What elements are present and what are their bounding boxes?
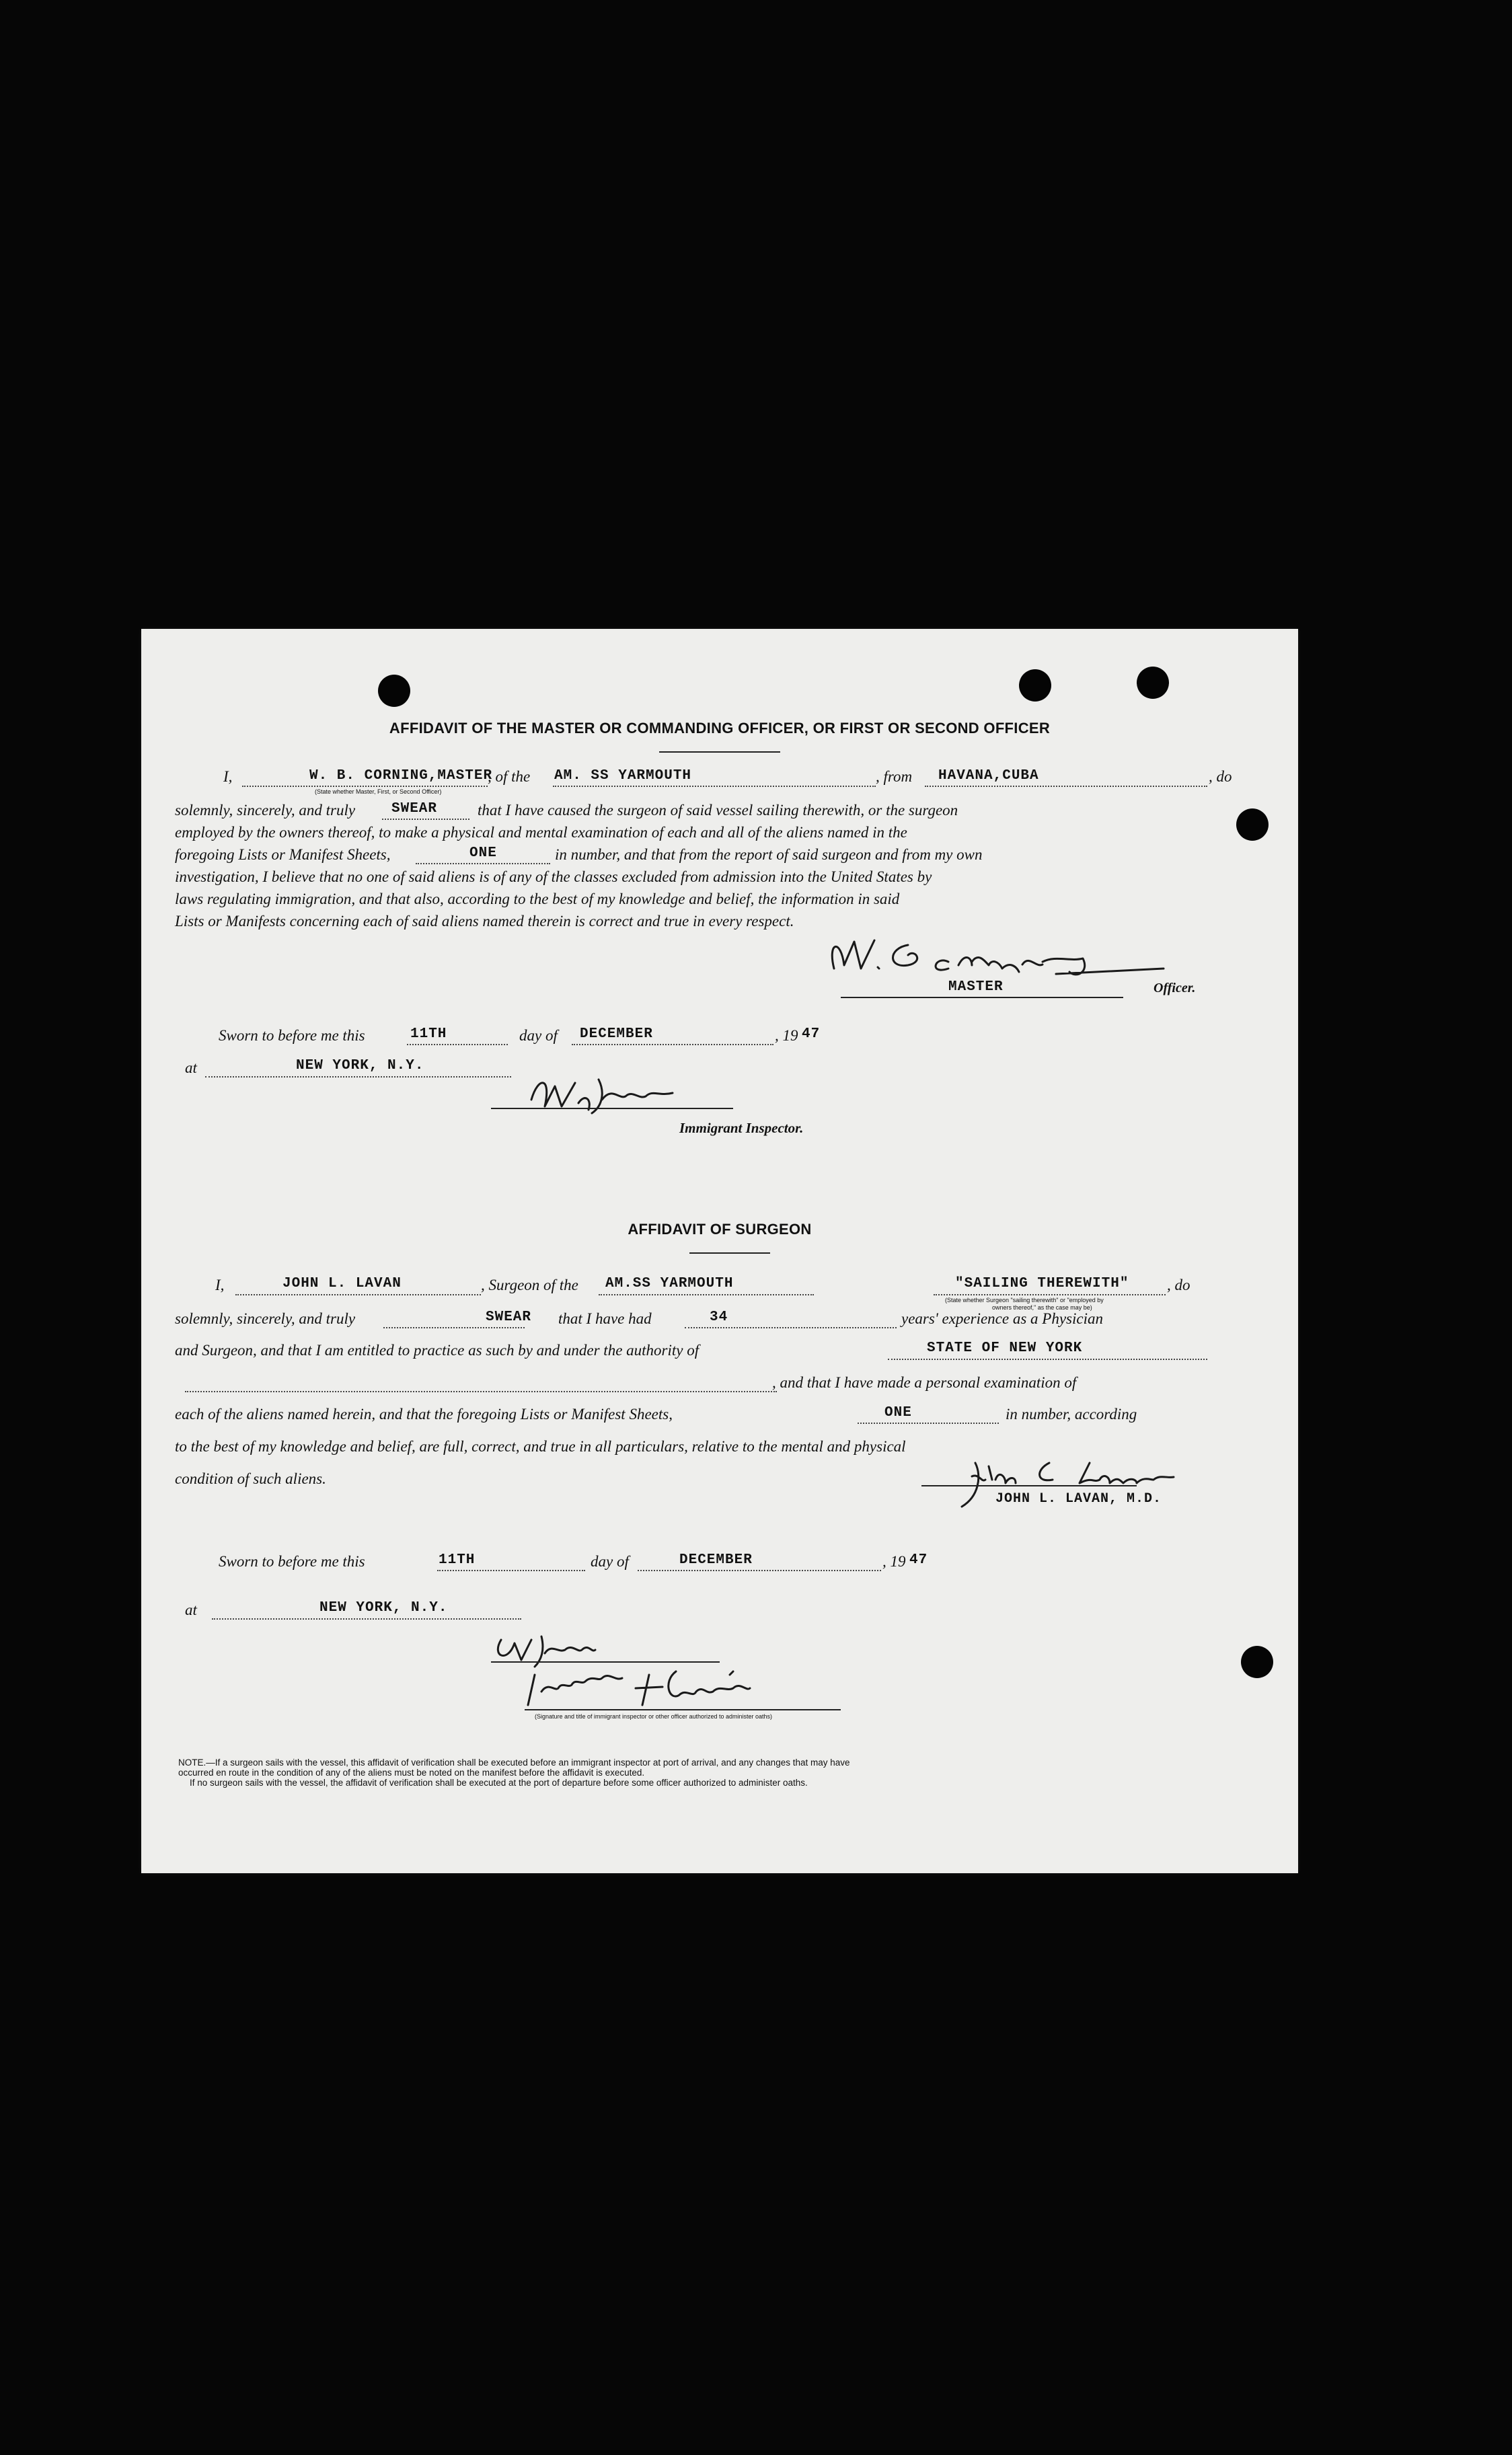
sworn-prefix: Sworn to before me this	[219, 1027, 365, 1044]
surgeon-of-the-label: , Surgeon of the	[481, 1277, 578, 1293]
swear-line	[383, 1327, 525, 1328]
text-line-2: employed by the owners thereof, to make a physical and mental examination of each and all of the aliens named in the	[175, 824, 907, 841]
authority-line	[888, 1359, 1207, 1360]
inspector-signature-line-2	[525, 1709, 841, 1710]
footnote-line-3: If no surgeon sails with the vessel, the affidavit of verification shall be executed at the port of departure before some officer authorized to administer oaths.	[190, 1778, 808, 1788]
sheets-line	[416, 863, 550, 864]
of-the-label: , of the	[488, 768, 531, 785]
officer-name: W. B. CORNING,MASTER	[309, 768, 493, 784]
practice-authority: STATE OF NEW YORK	[927, 1340, 1083, 1356]
do-label: , do	[1209, 768, 1232, 785]
title-underline	[659, 751, 780, 753]
surgeon-affidavit-title: AFFIDAVIT OF SURGEON	[628, 1221, 812, 1238]
day-line	[437, 1570, 585, 1571]
sailing-hint: (State whether Surgeon "sailing therewith" or "employed by	[945, 1297, 1104, 1304]
oath-verb: SWEAR	[486, 1310, 532, 1325]
swear-line	[382, 819, 469, 820]
authority-text: and Surgeon, and that I am entitled to practice as such by and under the authority of	[175, 1342, 700, 1359]
sheets-suffix: in number, according	[1006, 1406, 1137, 1423]
text-line-1: that I have caused the surgeon of said vessel sailing therewith, or the surgeon	[478, 802, 958, 819]
years-line	[685, 1327, 897, 1328]
sworn-prefix: Sworn to before me this	[219, 1553, 365, 1570]
departure-port: HAVANA,CUBA	[938, 768, 1039, 784]
pronoun: I,	[215, 1277, 225, 1293]
punch-hole	[1236, 808, 1269, 841]
affidavit-page	[141, 629, 1298, 1873]
inspector-signature-line-1	[491, 1661, 720, 1663]
at-label: at	[185, 1059, 197, 1076]
text-line-3a: foregoing Lists or Manifest Sheets,	[175, 846, 391, 863]
belief-text: to the best of my knowledge and belief, are full, correct, and true in all particulars, relative to the mental and physical	[175, 1438, 906, 1455]
years-experience: 34	[710, 1310, 728, 1325]
inspector-label: Immigrant Inspector.	[679, 1120, 804, 1136]
sailing-line	[934, 1294, 1166, 1295]
examination-text: , and that I have made a personal examination of	[772, 1374, 1077, 1391]
punch-hole	[378, 675, 410, 707]
sworn-place: NEW YORK, N.Y.	[319, 1600, 448, 1616]
vessel-line	[599, 1294, 814, 1295]
inspector-title-handwritten	[515, 1668, 824, 1715]
punch-hole	[1241, 1646, 1273, 1678]
signer-role: MASTER	[948, 979, 1004, 995]
sworn-day: 11TH	[439, 1552, 476, 1568]
day-of-label: day of	[519, 1027, 558, 1044]
solemnly-text: solemnly, sincerely, and truly	[175, 1310, 356, 1327]
sheets-line	[858, 1423, 999, 1424]
officer-name-line	[242, 786, 488, 787]
vessel-line	[553, 786, 876, 787]
vessel-name: AM. SS YARMOUTH	[554, 768, 692, 784]
text-line-5: laws regulating immigration, and that also, according to the best of my knowledge and belief, the information in said	[175, 891, 900, 907]
surgeon-typed-name: JOHN L. LAVAN, M.D.	[995, 1491, 1162, 1507]
year-prefix: , 19	[882, 1553, 906, 1570]
text-line-3b: in number, and that from the report of said surgeon and from my own	[555, 846, 983, 863]
title-underline	[689, 1252, 770, 1254]
punch-hole	[1137, 667, 1169, 699]
have-had-label: that I have had	[558, 1310, 652, 1327]
sailing-hint: owners thereof," as the case may be)	[992, 1304, 1092, 1311]
day-line	[407, 1044, 508, 1045]
officer-suffix: Officer.	[1154, 981, 1196, 995]
day-of-label: day of	[591, 1553, 629, 1570]
do-label: , do	[1167, 1277, 1190, 1293]
month-line	[572, 1044, 773, 1045]
port-line	[925, 786, 1207, 787]
solemnly-text: solemnly, sincerely, and truly	[175, 802, 356, 819]
year-prefix: , 19	[775, 1027, 798, 1044]
sworn-month: DECEMBER	[580, 1026, 653, 1042]
master-signature	[814, 935, 1177, 982]
authority-continuation-line	[185, 1391, 777, 1392]
manifest-sheets: ONE	[884, 1405, 912, 1421]
text-line-6: Lists or Manifests concerning each of said aliens named therein is correct and true in every respect.	[175, 913, 794, 930]
officer-hint: (State whether Master, First, or Second Officer)	[315, 788, 442, 795]
surgeon-status: "SAILING THEREWITH"	[955, 1276, 1129, 1291]
vessel-name: AM.SS YARMOUTH	[605, 1276, 734, 1291]
oath-verb: SWEAR	[391, 801, 438, 817]
footnote-line-1: NOTE.—If a surgeon sails with the vessel, this affidavit of verification shall be executed before an immigrant inspector at port of arrival, and any changes that may have	[178, 1758, 850, 1768]
inspector-signature	[488, 1630, 669, 1670]
sworn-year: 47	[802, 1026, 821, 1042]
sworn-year: 47	[909, 1552, 928, 1568]
years-text: years' experience as a Physician	[901, 1310, 1103, 1327]
pronoun: I,	[223, 768, 233, 785]
signature-caption: (Signature and title of immigrant inspector or other officer authorized to administer oaths)	[535, 1713, 773, 1720]
month-line	[638, 1570, 881, 1571]
place-line	[205, 1076, 511, 1078]
surgeon-name-line	[235, 1294, 481, 1295]
at-label: at	[185, 1601, 197, 1618]
footnote-line-2: occurred en route in the condition of any of the aliens must be noted on the manifest before the affidavit is executed.	[178, 1768, 645, 1778]
sheets-text: each of the aliens named herein, and that the foregoing Lists or Manifest Sheets,	[175, 1406, 673, 1423]
surgeon-name: JOHN L. LAVAN	[282, 1276, 402, 1291]
master-signature-line	[841, 997, 1123, 998]
sworn-day: 11TH	[410, 1026, 447, 1042]
text-line-4: investigation, I believe that no one of said aliens is of any of the classes excluded from admission into the United States by	[175, 868, 932, 885]
place-line	[212, 1618, 521, 1620]
sworn-place: NEW YORK, N.Y.	[296, 1058, 424, 1073]
from-label: , from	[876, 768, 913, 785]
surgeon-signature-line	[921, 1485, 1137, 1486]
master-affidavit-title: AFFIDAVIT OF THE MASTER OR COMMANDING OFFICER, OR FIRST OR SECOND OFFICER	[389, 720, 1051, 736]
sworn-month: DECEMBER	[679, 1552, 753, 1568]
manifest-sheets: ONE	[469, 845, 497, 861]
punch-hole	[1019, 669, 1051, 702]
inspector-signature	[525, 1073, 726, 1120]
inspector-signature-line	[491, 1108, 733, 1109]
condition-text: condition of such aliens.	[175, 1470, 326, 1487]
